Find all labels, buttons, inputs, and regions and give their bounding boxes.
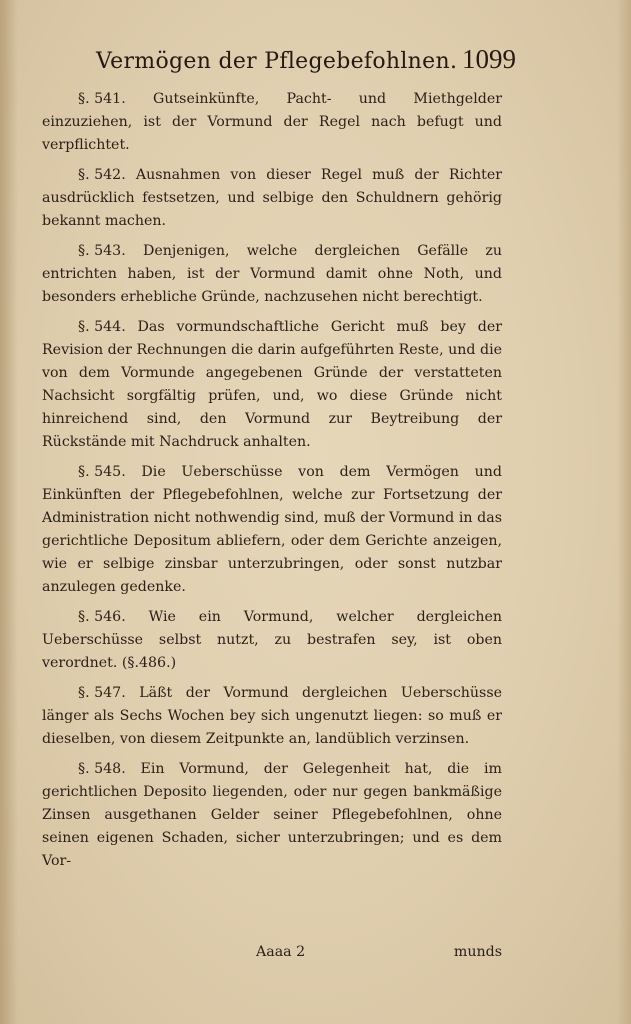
paragraph-545 <box>42 461 502 599</box>
paragraph-text: Wie ein Vormund, welcher dergleichen Ueberschüsse selbst nutzt, zu bestrafen sey, ist oben verordnet. (§.486.) <box>42 609 502 671</box>
signature-mark: Aaaa 2 <box>256 944 306 960</box>
body-text <box>42 88 502 880</box>
page-edge-left <box>0 0 18 1024</box>
page-number: 1099 <box>462 44 516 74</box>
section-number: §. 548. <box>78 761 126 777</box>
paragraph-546 <box>42 606 502 675</box>
paragraph-542 <box>42 164 502 233</box>
section-number: §. 544. <box>78 319 126 335</box>
section-number: §. 542. <box>78 167 126 183</box>
section-number: §. 545. <box>78 464 126 480</box>
section-number: §. 543. <box>78 243 126 259</box>
paragraph-541 <box>42 88 502 157</box>
section-number: §. 546. <box>78 609 126 625</box>
paragraph-543 <box>42 240 502 309</box>
paragraph-text: Gutseinkünfte, Pacht- und Miethgelder einzuziehen, ist der Vormund der Regel nach befugt und verpflichtet. <box>42 91 502 153</box>
paragraph-text: Läßt der Vormund dergleichen Ueberschüsse länger als Sechs Wochen bey sich ungenutzt liegen: so muß er dieselben, von diesem Zeitpunkte an, landüblich verzinsen. <box>42 685 502 747</box>
paragraph-text: Denjenigen, welche dergleichen Gefälle zu entrichten haben, ist der Vormund damit ohne Noth, und besonders erhebliche Gründe, nachzusehen nicht berechtigt. <box>42 243 502 305</box>
paragraph-544 <box>42 316 502 454</box>
running-title: Vermögen der Pflegebefohlnen. <box>96 49 458 74</box>
paragraph-548 <box>42 758 502 873</box>
page-edge-right <box>617 0 631 1024</box>
section-number: §. 547. <box>78 685 126 701</box>
paragraph-text: Ein Vormund, der Gelegenheit hat, die im gerichtlichen Deposito liegenden, oder nur gegen bankmäßige Zinsen ausgethanen Gelder seiner Pflegebefohlnen, ohne seinen eigenen Schaden, sicher unterzubringen; und es dem Vor- <box>42 761 502 869</box>
running-head <box>96 44 516 78</box>
page-footer <box>42 940 502 964</box>
paragraph-547 <box>42 682 502 751</box>
paragraph-text: Die Ueberschüsse von dem Vermögen und Einkünften der Pflegebefohlnen, welche zur Fortsetzung der Administration nicht nothwendig sind, muß der Vormund in das gerichtliche Depositum abliefern, oder dem Gerichte anzeigen, wie er selbige zinsbar unterzubringen, oder sonst nutzbar anzulegen gedenke. <box>42 464 502 595</box>
paragraph-text: Ausnahmen von dieser Regel muß der Richter ausdrücklich festsetzen, und selbige den Schuldnern gehörig bekannt machen. <box>42 167 503 229</box>
catchword: munds <box>453 944 502 960</box>
section-number: §. 541. <box>78 91 126 107</box>
paragraph-text: Das vormundschaftliche Gericht muß bey der Revision der Rechnungen die darin aufgeführten Reste, und die von dem Vormunde angegebenen Gründe der verstatteten Nachsicht sorgfältig prüfen, und, wo diese Gründe nicht hinreichend sind, den Vormund zur Beytreibung der Rückstände mit Nachdruck anhalten. <box>42 319 502 450</box>
